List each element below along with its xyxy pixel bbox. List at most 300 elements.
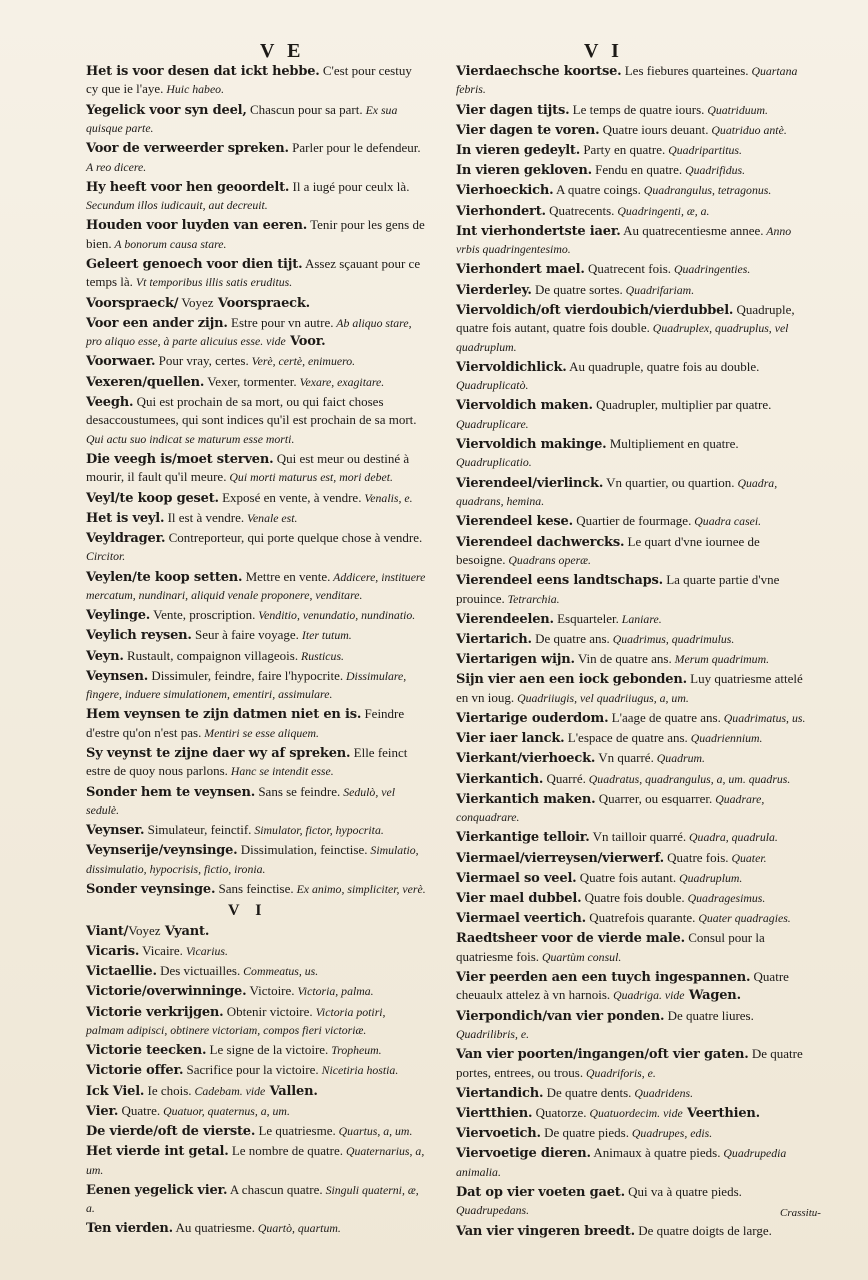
french-gloss: Rustault, compaignon villageois. (123, 647, 299, 663)
headword: Voorwaer. (86, 354, 156, 370)
french-gloss: Tenir pour les gens de bien. (86, 217, 425, 251)
latin-gloss: Vexare, exagitare. (296, 374, 385, 389)
dictionary-entry (456, 610, 810, 628)
french-gloss: Au quadruple, quatre fois au double. (566, 358, 760, 374)
headword: Vier dagen te voren. (456, 122, 600, 138)
latin-gloss: Ex animo, simpliciter, verè. (293, 881, 426, 896)
french-gloss: Sacrifice pour la victoire. (183, 1062, 319, 1078)
headword: Vierhondert mael. (456, 262, 585, 278)
header-left: V E (260, 40, 305, 62)
dictionary-entry (456, 729, 810, 747)
dictionary-entry (456, 670, 810, 707)
dictionary-entry (86, 529, 426, 566)
dictionary-entry (86, 821, 426, 839)
french-gloss: Sans se feindre. (255, 783, 341, 799)
latin-gloss: Qui morti maturus est, mori debet. (226, 470, 393, 485)
french-gloss: Sans feinctise. (215, 880, 294, 896)
latin-gloss: Quartò, quartum. (254, 1221, 341, 1236)
latin-gloss: Quadrum. (653, 751, 705, 766)
headword: Veyl/te koop geset. (86, 490, 219, 506)
cross-reference: Veerthien. (682, 1106, 760, 1122)
headword: Viermael so veel. (456, 870, 577, 886)
dictionary-entry (86, 294, 426, 312)
headword: Viervoldich maken. (456, 398, 593, 414)
french-gloss: Quatre iours deuant. (599, 121, 709, 137)
headword: Vier iaer lanck. (456, 731, 565, 747)
headword: Die veegh is/moet sterven. (86, 451, 274, 467)
dictionary-entry (86, 962, 426, 980)
french-gloss: Exposé en vente, à vendre. (218, 489, 362, 505)
french-gloss: Ie chois. (144, 1082, 192, 1098)
headword: Viervoetige dieren. (456, 1146, 591, 1162)
headword: Vicaris. (86, 944, 140, 959)
dictionary-entry (86, 626, 426, 644)
latin-gloss: Quadrifidus. (682, 163, 746, 178)
latin-gloss: Quadrare, conquadrare. (456, 791, 765, 825)
latin-gloss: Quadruplicare. (456, 416, 529, 431)
french-gloss: A chascun quatre. (227, 1181, 323, 1197)
latin-gloss: Circitor. (86, 549, 126, 564)
french-gloss: Luy quatriesme attelé en vn ioug. (456, 671, 803, 705)
dictionary-entry (456, 435, 810, 472)
latin-gloss: Quadrilibris, e. (456, 1027, 530, 1041)
dictionary-entry (86, 568, 426, 605)
headword: Viervoldich/oft vierdoubich/vierdubbel. (456, 302, 734, 318)
french-gloss: Consul pour la quatriesme fois. (456, 930, 765, 964)
dictionary-entry (86, 1003, 426, 1040)
latin-gloss: Quadrupedia animalia. (456, 1146, 787, 1179)
latin-gloss: Quadra, quadrula. (686, 830, 778, 845)
section-heading: V I (228, 902, 268, 920)
latin-gloss: Qui actu suo indicat se maturum esse morti. (86, 431, 295, 446)
french-gloss: Quarrer, ou esquarrer. (595, 790, 713, 806)
dictionary-entry (456, 749, 810, 767)
latin-gloss: Quater quadragies. (695, 911, 791, 926)
french-gloss: Vicaire. (139, 943, 183, 958)
latin-gloss: Quadragesimus. (684, 890, 766, 905)
dictionary-entry (456, 260, 810, 278)
latin-gloss: Quadra, quadrans, hemina. (456, 475, 778, 509)
latin-gloss: Quadriforis, e. (583, 1065, 656, 1080)
dictionary-entry (86, 1181, 426, 1218)
french-gloss: Le nombre de quatre. (228, 1143, 343, 1159)
dictionary-entry (86, 101, 426, 138)
latin-gloss: Quatuor, quaternus, a, um. (160, 1103, 290, 1118)
headword: Viervoldichlick. (456, 359, 567, 375)
headword: Vier. (86, 1103, 119, 1119)
latin-gloss: Victoria potiri, palmam adipisci, obtinere victoriam, compos fieri victoriæ. (86, 1004, 386, 1038)
dictionary-entry (456, 1104, 810, 1122)
french-gloss: Vn tailloir quarré. (589, 829, 687, 845)
french-gloss: De quatre sortes. (531, 281, 623, 297)
cross-reference: Voor. (285, 334, 326, 350)
french-gloss: De quatre doigts de large. (634, 1222, 772, 1238)
dictionary-entry (456, 929, 810, 966)
headword: Vier mael dubbel. (456, 890, 582, 906)
headword: Viertarige ouderdom. (456, 710, 609, 726)
latin-gloss: Addicere, instituere mercatum, nundinari, aliquid venale proponere, venditare. (86, 569, 426, 602)
headword: Viant/ (86, 923, 129, 939)
headword: Hem veynsen te zijn datmen niet en is. (86, 707, 362, 723)
french-gloss: Vente, proscription. (150, 607, 256, 623)
latin-gloss: Quadra casei. (691, 514, 762, 529)
headword: Veynsen. (86, 668, 149, 684)
dictionary-entry (456, 121, 810, 139)
dictionary-entry (86, 216, 426, 253)
french-gloss: Elle feinct estre de quoy nous parlons. (86, 744, 408, 779)
french-gloss: C'est pour cestuy cy que ie l'aye. (86, 63, 412, 97)
latin-gloss: Quadrimus, quadrimulus. (609, 631, 735, 646)
french-gloss: Contreporteur, qui porte quelque chose à vendre. (165, 529, 423, 545)
headword: Eenen yegelick vier. (86, 1182, 228, 1198)
dictionary-entry (456, 301, 810, 356)
latin-gloss: Simulatio, dissimulatio, hypocrisis, fictio, ironia. (86, 843, 419, 876)
latin-gloss: A reo dicere. (86, 159, 147, 174)
latin-gloss: Quadrupedans. (456, 1203, 530, 1218)
french-gloss: Quatre fois. (663, 849, 729, 865)
dictionary-entry (456, 571, 810, 608)
dictionary-entry (456, 533, 810, 570)
french-gloss: Au quatrecentiesme annee. (620, 222, 764, 238)
headword: Hy heeft voor hen geoordelt. (86, 179, 290, 195)
dictionary-entry (456, 1183, 810, 1220)
headword: Vierpondich/van vier ponden. (456, 1008, 665, 1024)
latin-gloss: Quartùm consul. (539, 949, 622, 964)
headword: Veylinge. (86, 608, 151, 624)
french-gloss: Quatrefois quarante. (586, 910, 696, 926)
latin-gloss: Tetrarchia. (504, 591, 560, 606)
latin-gloss: Anno vrbis quadringentesimo. (456, 223, 792, 257)
dictionary-entry (456, 869, 810, 887)
dictionary-entry (86, 139, 426, 176)
french-gloss: Quatre fois double. (581, 889, 685, 905)
french-gloss: Quatrecents. (545, 202, 615, 218)
headword: Vier peerden aen een tuych ingespannen. (456, 969, 751, 985)
headword: Vierderley. (456, 282, 532, 298)
dictionary-entry (86, 62, 426, 99)
french-gloss: De quatre dents. (543, 1084, 632, 1100)
latin-gloss: Quadruplex, quadruplus, vel quadruplum. (456, 321, 789, 354)
french-gloss: Quatre. (118, 1102, 161, 1118)
latin-gloss: Quater. (728, 850, 767, 865)
latin-gloss: Rusticus. (298, 648, 344, 663)
headword: Sy veynst te zijne daer wy af spreken. (86, 745, 351, 761)
headword: Viertthien. (456, 1106, 533, 1122)
headword: In vieren gekloven. (456, 163, 592, 179)
headword: Veynser. (86, 823, 145, 839)
dictionary-entry (456, 650, 810, 668)
dictionary-entry (86, 1219, 426, 1237)
headword: Viermael veertich. (456, 911, 587, 927)
french-gloss: Dissimuler, feindre, faire l'hypocrite. (148, 667, 344, 683)
dictionary-entry (456, 1222, 810, 1240)
latin-gloss: Quadriga. vide (610, 988, 685, 1003)
headword: Houden voor luyden van eeren. (86, 218, 308, 234)
french-gloss: Les fiebures quarteines. (621, 63, 749, 78)
dictionary-entry (456, 512, 810, 530)
headword: Voorspraeck/ (86, 295, 179, 311)
latin-gloss: Quadrifariam. (622, 282, 695, 297)
french-gloss: Quarré. (543, 770, 586, 786)
headword: Vierendeelen. (456, 611, 554, 627)
headword: Het vierde int getal. (86, 1144, 229, 1160)
french-gloss: Quatorze. (532, 1105, 587, 1121)
dictionary-entry (86, 509, 426, 527)
french-gloss: Simulateur, feinctif. (144, 822, 252, 838)
dictionary-entry (456, 968, 810, 1005)
french-gloss: De quatre ans. (531, 630, 610, 646)
headword: Veynserije/veynsinge. (86, 843, 238, 859)
headword: Viertandich. (456, 1085, 544, 1101)
latin-gloss: A bonorum causa stare. (111, 236, 227, 251)
latin-gloss: Quadringenties. (671, 262, 751, 277)
latin-gloss: Iter tutum. (298, 628, 352, 643)
headword: Vierdaechsche koortse. (456, 64, 622, 79)
dictionary-entry (456, 101, 810, 119)
dictionary-entry (456, 1144, 810, 1181)
dictionary-entry (456, 1007, 810, 1044)
dictionary-entry (86, 667, 426, 704)
dictionary-entry (86, 1082, 426, 1100)
dictionary-entry (86, 705, 426, 742)
headword: Viertarigen wijn. (456, 652, 575, 668)
headword: Viervoldich makinge. (456, 437, 607, 453)
french-gloss: Quatrecent fois. (584, 261, 672, 277)
dictionary-entry (456, 474, 810, 511)
latin-gloss: Quadrupes, edis. (628, 1126, 713, 1141)
dictionary-entry (456, 849, 810, 867)
dictionary-entry (456, 1045, 810, 1082)
french-gloss: Dissimulation, feinctise. (237, 842, 368, 858)
latin-gloss: Sedulò, vel sedulè. (86, 784, 395, 817)
latin-gloss: Quadrans operæ. (505, 552, 592, 567)
headword: Van vier vingeren breedt. (456, 1223, 635, 1239)
dictionary-entry (86, 1041, 426, 1059)
dictionary-entry (456, 141, 810, 159)
french-gloss: Qui est meur ou destiné à mourir, il fault qu'il meure. (86, 450, 410, 485)
french-gloss: Il est à vendre. (164, 509, 245, 525)
dictionary-entry (86, 450, 426, 487)
french-gloss: De quatre portes, entrees, ou trous. (456, 1046, 803, 1080)
french-gloss: La quarte partie d'vne prouince. (456, 572, 780, 606)
latin-gloss: Quadruplum. (676, 870, 743, 885)
french-gloss: Le signe de la victoire. (206, 1042, 329, 1058)
dictionary-entry (456, 202, 810, 220)
headword: Vier dagen tijts. (456, 102, 570, 118)
latin-gloss: Quatuordecim. vide (586, 1106, 683, 1121)
headword: Vexeren/quellen. (86, 374, 205, 390)
left-column (86, 62, 426, 1258)
headword: Voor de verweerder spreken. (86, 141, 289, 157)
headword: Vierendeel kese. (456, 514, 573, 530)
latin-gloss: Laniare. (618, 611, 662, 626)
latin-gloss: Quartana febris. (456, 64, 798, 97)
headword: De vierde/oft de vierste. (86, 1124, 256, 1140)
latin-gloss: Venalis, e. (361, 490, 413, 505)
latin-gloss: Commeatus, us. (240, 964, 319, 979)
dictionary-entry (86, 942, 426, 960)
french-gloss: L'aage de quatre ans. (608, 709, 721, 725)
dictionary-entry (86, 783, 426, 820)
headword: Vierhoeckich. (456, 183, 554, 199)
french-gloss: Le temps de quatre iours. (569, 101, 705, 117)
french-gloss: Au quatriesme. (172, 1220, 255, 1236)
headword: Van vier poorten/ingangen/oft vier gaten. (456, 1047, 749, 1063)
french-gloss: Vn quarré. (595, 750, 654, 766)
french-gloss: De quatre pieds. (540, 1125, 629, 1141)
dictionary-entry (86, 393, 426, 448)
headword: Ick Viel. (86, 1083, 145, 1099)
headword: Het is voor desen dat ickt hebbe. (86, 64, 320, 79)
headword: Vierendeel/vierlinck. (456, 475, 604, 491)
headword: Vierendeel dachwercks. (456, 534, 625, 550)
headword: Vierendeel eens landtschaps. (456, 573, 663, 589)
french-gloss: Quadrupler, multiplier par quatre. (592, 397, 772, 413)
latin-gloss: Dissimulare, fingere, induere simulationem, ementiri, assimulare. (86, 668, 407, 702)
french-gloss: Il a iugé pour ceulx là. (289, 178, 410, 194)
latin-gloss: Quadruplicatò. (456, 378, 529, 393)
headword: Vierkantige telloir. (456, 830, 590, 846)
french-gloss: Le quart d'vne iournee de besoigne. (456, 533, 760, 567)
dictionary-entry (86, 744, 426, 781)
dictionary-entry (456, 222, 810, 259)
headword: Geleert genoech voor dien tijt. (86, 257, 303, 273)
dictionary-entry (86, 982, 426, 1000)
dictionary-entry (86, 647, 426, 665)
dictionary-entry (86, 1102, 426, 1120)
dictionary-entry (86, 606, 426, 624)
french-gloss: Quartier de fourmage. (572, 513, 692, 529)
french-gloss: Des victuailles. (156, 963, 241, 979)
latin-gloss: Singuli quaterni, æ, a. (86, 1182, 419, 1216)
headword: Vierhondert. (456, 203, 546, 219)
latin-gloss: Merum quadrimum. (671, 652, 770, 667)
latin-gloss: Quaternarius, a, um. (86, 1144, 425, 1177)
dictionary-entry (456, 1124, 810, 1142)
dictionary-entry (456, 709, 810, 727)
latin-gloss: Venditio, venundatio, nundinatio. (255, 608, 416, 623)
latin-gloss: Nicetiria hostia. (318, 1063, 399, 1078)
headword: Vierkant/vierhoeck. (456, 751, 596, 767)
latin-gloss: Quadringenti, æ, a. (614, 203, 710, 218)
french-gloss: Qui va à quatre pieds. (624, 1184, 742, 1200)
latin-gloss: Vt temporibus illis satis eruditus. (132, 275, 293, 290)
french-gloss: Voyez (178, 294, 214, 310)
dictionary-entry (456, 630, 810, 648)
headword: Viervoetich. (456, 1126, 541, 1142)
latin-gloss: Ex sua quisque parte. (86, 102, 398, 136)
dictionary-entry (456, 62, 810, 99)
headword: Dat op vier voeten gaet. (456, 1185, 625, 1201)
latin-gloss: Mentiri se esse aliquem. (201, 725, 319, 740)
latin-gloss: Quadrimatus, us. (720, 710, 806, 725)
dictionary-entry (86, 880, 426, 898)
latin-gloss: Quartus, a, um. (335, 1124, 413, 1139)
french-gloss: Multipliement en quatre. (606, 436, 739, 452)
dictionary-entry (86, 1061, 426, 1079)
dictionary-entry (456, 181, 810, 199)
headword: Veyn. (86, 648, 124, 664)
latin-gloss: Tropheum. (328, 1043, 382, 1058)
headword: Sijn vier aen een iock gebonden. (456, 672, 687, 688)
headword: Sonder hem te veynsen. (86, 784, 256, 800)
headword: Int vierhondertste iaer. (456, 223, 621, 239)
cross-reference: Vallen. (265, 1083, 318, 1099)
dictionary-entry (456, 889, 810, 907)
dictionary-entry (86, 1122, 426, 1140)
running-header (0, 40, 868, 64)
headword: In vieren gedeylt. (456, 143, 581, 159)
latin-gloss: Quadripartitus. (665, 143, 742, 158)
french-gloss: Chascun pour sa part. (246, 101, 363, 117)
headword: Voor een ander zijn. (86, 315, 228, 331)
headword: Veylich reysen. (86, 628, 192, 644)
french-gloss: Feindre d'estre qu'on n'est pas. (86, 706, 405, 740)
dictionary-entry (86, 352, 426, 370)
headword: Ten vierden. (86, 1221, 173, 1237)
french-gloss: Victoire. (246, 983, 295, 999)
french-gloss: Qui est prochain de sa mort, ou qui faict choses desaccoustumees, qui sont indices qu'il est prochain de sa mort. (86, 393, 417, 428)
header-right: V I (584, 40, 623, 62)
french-gloss: Pour vray, certes. (155, 353, 249, 369)
french-gloss: Vin de quatre ans. (574, 651, 672, 667)
french-gloss: Party en quatre. (580, 142, 666, 158)
latin-gloss: Quadruplicatio. (456, 455, 532, 470)
latin-gloss: Quatriduum. (704, 102, 768, 117)
headword: Yegelick voor syn deel, (86, 102, 247, 118)
headword: Viermael/vierreysen/vierwerf. (456, 850, 664, 866)
latin-gloss: Quatriduo antè. (708, 122, 787, 137)
catchword: Crassitu- (780, 1207, 821, 1219)
french-gloss: Obtenir victoire. (223, 1003, 313, 1019)
latin-gloss: Victoria, palma. (294, 984, 374, 999)
cross-reference: Voorspraeck. (213, 295, 311, 311)
dictionary-entry (456, 396, 810, 433)
dictionary-entry (86, 314, 426, 351)
dictionary-entry (456, 828, 810, 846)
french-gloss: Parler pour le defendeur. (288, 140, 421, 156)
headword: Veyldrager. (86, 530, 166, 546)
cross-reference: Wagen. (684, 988, 741, 1004)
french-gloss: Quadruple, quatre fois autant, quatre fois double. (456, 301, 795, 336)
latin-gloss: Cadebam. vide (191, 1083, 266, 1098)
dictionary-entry (456, 909, 810, 927)
latin-gloss: Quadrangulus, tetragonus. (640, 183, 772, 198)
latin-gloss: Ab aliquo stare, pro aliquo esse, à parte alicuius esse. vide (86, 315, 412, 349)
french-gloss: A quatre coings. (553, 182, 641, 198)
latin-gloss: Simulator, fictor, hypocrita. (251, 823, 384, 838)
french-gloss: L'espace de quatre ans. (564, 730, 688, 746)
french-gloss: Mettre en vente. (242, 568, 331, 584)
french-gloss: Voyez (128, 922, 161, 938)
headword: Viertarich. (456, 631, 532, 647)
latin-gloss: Verè, certè, enimuero. (248, 354, 356, 369)
latin-gloss: Quadratus, quadrangulus, a, um. quadrus. (585, 771, 791, 786)
headword: Victorie/overwinninge. (86, 984, 247, 1000)
dictionary-entry (86, 841, 426, 878)
latin-gloss: Huic habeo. (163, 82, 225, 97)
latin-gloss: Venale est. (244, 510, 298, 525)
latin-gloss: Secundum illos iudicauit, aut decreuit. (86, 198, 268, 213)
dictionary-entry (86, 1142, 426, 1179)
french-gloss: Le quatriesme. (255, 1123, 336, 1139)
headword: Vierkantich maken. (456, 791, 596, 807)
french-gloss: Animaux à quatre pieds. (590, 1145, 721, 1161)
latin-gloss: Vicarius. (182, 944, 228, 958)
cross-reference: Vyant. (160, 923, 210, 939)
latin-gloss: Quadridens. (631, 1085, 694, 1100)
dictionary-entry (456, 1084, 810, 1102)
